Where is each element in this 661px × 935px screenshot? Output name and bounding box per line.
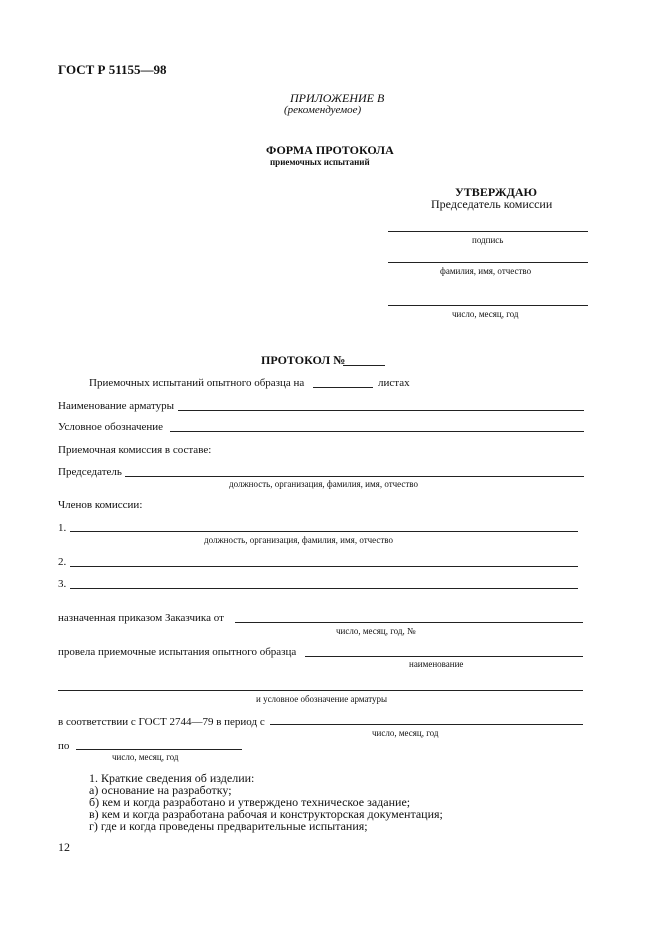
commission-label: Приемочная комиссия в составе: (58, 444, 212, 456)
summary-item: а) основание на разработку; (89, 783, 232, 797)
summary-item: в) кем и когда разработана рабочая и конструкторская документация; (89, 807, 443, 821)
caption-date: число, месяц, год (452, 309, 519, 319)
order-line (235, 622, 583, 623)
document-standard-header: ГОСТ Р 51155—98 (58, 62, 167, 77)
appendix-note: (рекомендуемое) (284, 104, 362, 116)
caption-signature: подпись (472, 235, 504, 245)
summary-item: г) где и когда проведены предварительные испытания; (89, 819, 368, 833)
sheets-line (313, 387, 373, 388)
page-number: 12 (58, 840, 70, 854)
sheets-suffix: листах (378, 377, 410, 389)
designation-full-line (58, 690, 583, 691)
designation-label: Условное обозначение (58, 421, 164, 433)
approve-role: Председатель комиссии (431, 197, 553, 211)
member-2-line (70, 566, 578, 567)
caption-chairman-position: должность, организация, фамилия, имя, отчество (229, 479, 418, 489)
tests-line (305, 656, 583, 657)
summary-item: 1. Краткие сведения об изделии: (89, 771, 255, 785)
caption-designation: и условное обозначение арматуры (256, 694, 388, 704)
fitting-name-label: Наименование арматуры (58, 400, 175, 412)
member-2-number: 2. (58, 556, 67, 568)
chairman-label: Председатель (58, 466, 122, 478)
member-1-number: 1. (58, 522, 67, 534)
fitting-name-line (178, 410, 584, 411)
form-subtitle: приемочных испытаний (270, 157, 370, 167)
period-to-line (76, 749, 242, 750)
tests-label: провела приемочные испытания опытного образца (58, 646, 297, 658)
caption-date-to: число, месяц, год (112, 752, 179, 762)
caption-date-from: число, месяц, год (372, 728, 439, 738)
order-label: назначенная приказом Заказчика от (58, 612, 224, 624)
members-label: Членов комиссии: (58, 499, 143, 511)
form-title: ФОРМА ПРОТОКОЛА (266, 143, 394, 157)
member-1-line (70, 531, 578, 532)
period-from-line (270, 724, 583, 725)
protocol-number-line (343, 365, 385, 366)
signature-line (388, 231, 588, 232)
caption-name-item: наименование (409, 659, 464, 669)
name-line (388, 262, 588, 263)
date-line (388, 305, 588, 306)
member-3-number: 3. (58, 578, 67, 590)
summary-item: б) кем и когда разработано и утверждено техническое задание; (89, 795, 411, 809)
caption-name: фамилия, имя, отчество (440, 266, 532, 276)
designation-line (170, 431, 584, 432)
period-label: в соответствии с ГОСТ 2744—79 в период с (58, 716, 265, 728)
chairman-line (125, 476, 584, 477)
appendix-title: ПРИЛОЖЕНИЕ В (290, 91, 385, 105)
approve-title: УТВЕРЖДАЮ (455, 185, 538, 199)
caption-order: число, месяц, год, № (336, 626, 416, 636)
protocol-title: ПРОТОКОЛ № (261, 353, 346, 367)
sheets-text: Приемочных испытаний опытного образца на (89, 377, 305, 389)
to-label: по (58, 740, 70, 752)
member-3-line (70, 588, 578, 589)
caption-member-position: должность, организация, фамилия, имя, отчество (204, 535, 393, 545)
